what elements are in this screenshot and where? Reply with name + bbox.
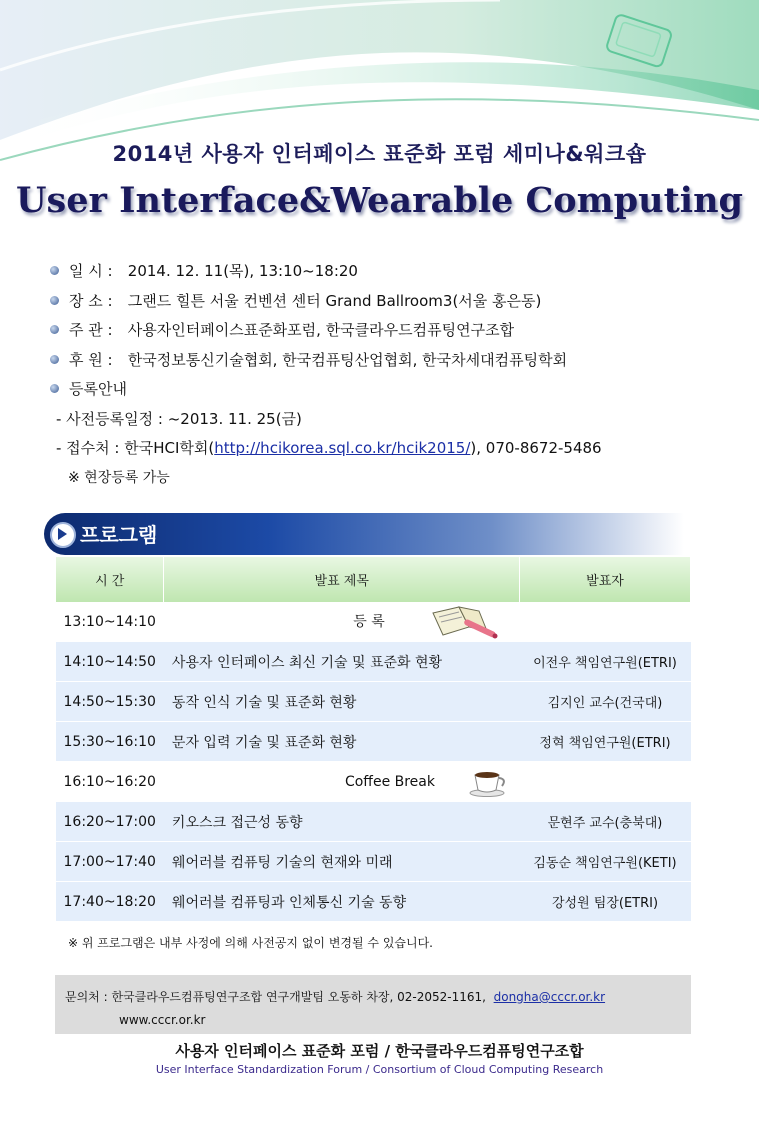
contact-website: www.cccr.or.kr (119, 1013, 206, 1027)
header-time: 시 간 (56, 557, 164, 602)
organizer-korean: 사용자 인터페이스 표준화 포럼 / 한국클라우드컴퓨팅연구조합 (175, 1042, 584, 1060)
info-sponsor: 후 원 : 한국정보통신기술협회, 한국컴퓨팅산업협회, 한국차세대컴퓨팅학회 (50, 345, 750, 375)
phone-device-icon (600, 14, 680, 69)
bullet-icon (50, 296, 59, 305)
info-pre-registration: - 사전등록일정 : ~2013. 11. 25(금) (56, 409, 302, 428)
program-footnote: ※ 위 프로그램은 내부 사정에 의해 사전공지 없이 변경될 수 있습니다. (68, 936, 433, 950)
coffee-cup-icon (469, 767, 509, 797)
contact-email-link[interactable]: dongha@cccr.or.kr (493, 990, 606, 1004)
info-host: 주 관 : 사용자인터페이스표준화포럼, 한국클라우드컴퓨팅연구조합 (50, 315, 750, 345)
book-pen-icon (429, 605, 501, 639)
bullet-icon (50, 384, 59, 393)
info-contact: - 접수처 : 한국HCI학회( http://hcikorea.sql.co.kr/hcik2015/ ), 070-8672-5486 (56, 438, 602, 458)
contact-box (55, 975, 691, 1034)
bullet-icon (50, 325, 59, 334)
info-date: 일 시 : 2014. 12. 11(목), 13:10~18:20 (50, 256, 750, 286)
registration-link[interactable]: http://hcikorea.sql.co.kr/hcik2015/ (214, 438, 471, 457)
onsite-note: ※ 현장등록 가능 (68, 470, 170, 487)
bullet-icon (50, 266, 59, 275)
table-row: 16:10~16:20 Coffee Break (56, 762, 691, 802)
program-title: 프로그램 (80, 523, 158, 547)
organizer-english: User Interface Standardization Forum / Consortium of Cloud Computing Research (155, 1063, 604, 1076)
table-row: 17:40~18:20 웨어러블 컴퓨팅과 인체통신 기술 동향 강성원 팀장(ETRI) (56, 882, 691, 922)
program-table (55, 557, 691, 922)
event-title-korean: 2014년 사용자 인터페이스 표준화 포럼 세미나&워크숍 (112, 142, 647, 166)
table-row: 17:00~17:40 웨어러블 컴퓨팅 기술의 현재와 미래 김동순 책임연구원(KETI) (56, 842, 691, 882)
table-row: 15:30~16:10 문자 입력 기술 및 표준화 현황 정혁 책임연구원(ETRI) (56, 722, 691, 762)
info-venue: 장 소 : 그랜드 힐튼 서울 컨벤션 센터 Grand Ballroom3(서울 홍은동) (50, 286, 750, 316)
header-topic: 발표 제목 (164, 557, 520, 602)
play-arrow-icon (58, 528, 67, 540)
table-row: 14:50~15:30 동작 인식 기술 및 표준화 현황 김지인 교수(건국대) (56, 682, 691, 722)
event-title-english: User Interface&Wearable Computing (15, 180, 743, 221)
table-row: 14:10~14:50 사용자 인터페이스 최신 기술 및 표준화 현황 이전우 책임연구원(ETRI) (56, 642, 691, 682)
header-speaker: 발표자 (520, 557, 691, 602)
contact-text: 문의처 : 한국클라우드컴퓨팅연구조합 연구개발팀 오동하 차장, 02-2052-1161, (65, 990, 486, 1004)
table-row: 16:20~17:00 키오스크 접근성 동향 문현주 교수(충북대) (56, 802, 691, 842)
event-info (50, 256, 750, 492)
table-row: 13:10~14:10 등 록 (56, 602, 691, 642)
bullet-icon (50, 355, 59, 364)
info-registration: 등록안내 (50, 374, 750, 404)
